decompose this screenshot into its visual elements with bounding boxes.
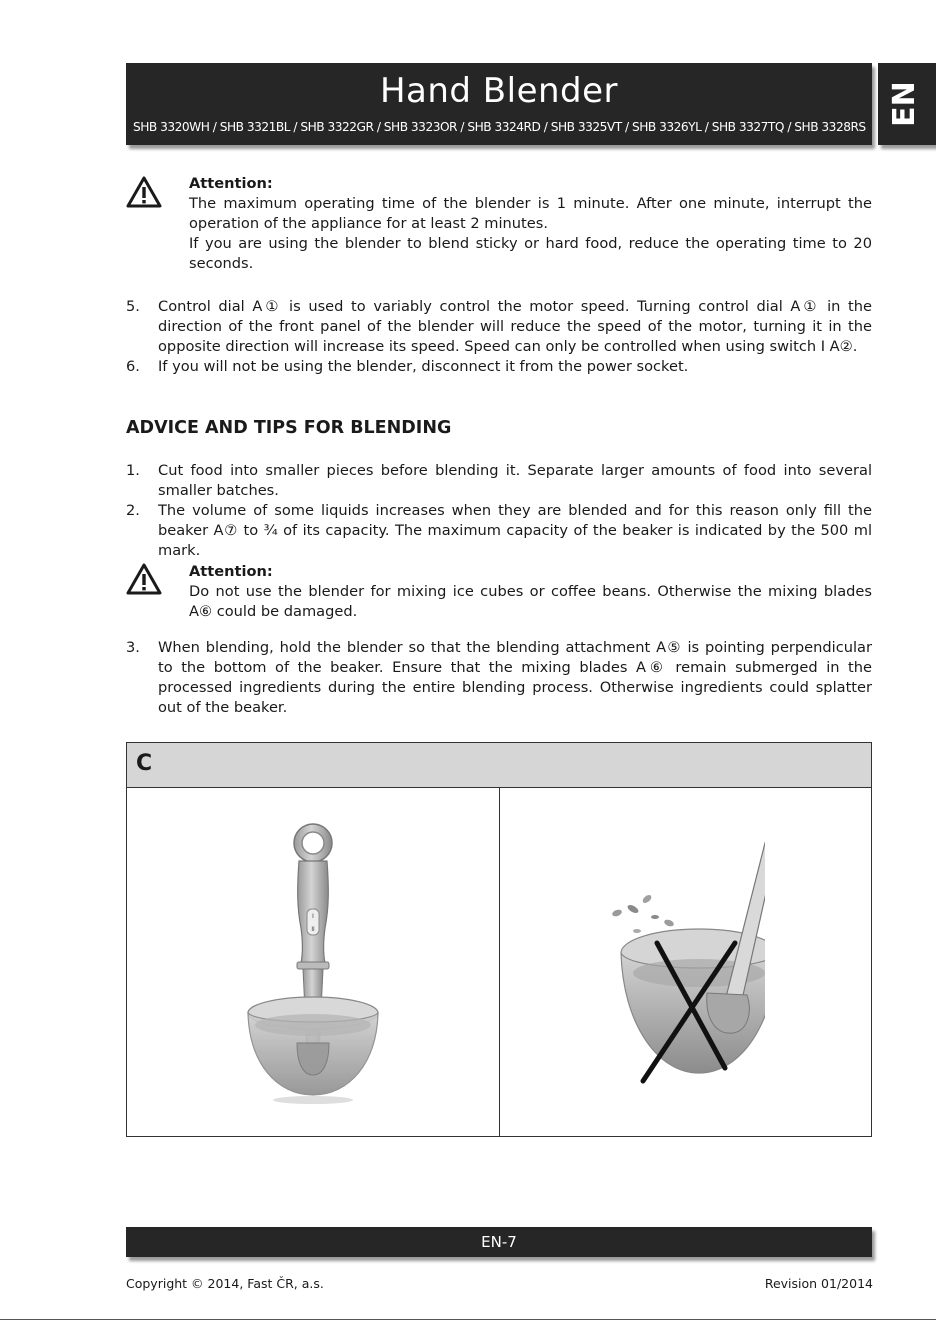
warning-text: Do not use the blender for mixing ice cubes or coffee beans. Otherwise the mixing blades A⑥ could be damaged. [189, 583, 872, 620]
warning-icon [126, 176, 162, 208]
list-item: Cut food into smaller pieces before blending it. Separate larger amounts of food into several smaller batches. [158, 462, 872, 499]
warning-heading: Attention: [189, 175, 273, 192]
language-tab [878, 63, 936, 145]
figure-letter: C [136, 751, 153, 776]
page-header [126, 63, 872, 145]
list-item: Control dial A① is used to variably control the motor speed. Turning control dial A① in the direction of the front panel of the blender will reduce the speed of the motor, turning it in the opposite direction will increase its speed. Speed can only be controlled when using switch I A②. [158, 298, 872, 355]
list-item: If you will not be using the blender, disconnect it from the power socket. [158, 358, 689, 375]
warning-text: The maximum operating time of the blender is 1 minute. After one minute, interrupt the operation of the appliance for at least 2 minutes. [189, 195, 872, 232]
incorrect-blending-illustration [607, 813, 767, 1113]
page-number-bar: EN-7 [126, 1227, 872, 1257]
list-number: 1. [126, 462, 140, 479]
button-ii-label: II [311, 927, 315, 933]
list-item: When blending, hold the blender so that the blending attachment A⑤ is pointing perpendicular to the bottom of the beaker. Ensure that the mixing blades A⑥ remain submerged in the processed ingredients during the entire blending process. Otherwise ingredients could splatter out of the beaker. [158, 639, 872, 716]
button-i-label: I [312, 914, 314, 920]
figure-header [127, 743, 871, 788]
warning-text: If you are using the blender to blend sticky or hard food, reduce the operating time to 20 seconds. [189, 235, 872, 272]
revision-text: Revision 01/2014 [764, 1276, 873, 1291]
figure-c [126, 742, 872, 1137]
document-title: Hand Blender [379, 71, 619, 111]
list-item: The volume of some liquids increases when they are blended and for this reason only fill the beaker A⑦ to ¾ of its capacity. The maximum capacity of the beaker is indicated by the 500 ml mark. [158, 502, 872, 559]
blender-in-bowl-illustration [227, 813, 397, 1113]
list-number: 2. [126, 502, 140, 519]
warning-heading: Attention: [189, 563, 273, 580]
language-label: EN [887, 81, 922, 127]
figure-divider [499, 787, 500, 1136]
list-number: 5. [126, 298, 140, 315]
bottom-rule [0, 1319, 936, 1320]
list-number: 6. [126, 358, 140, 375]
model-numbers: SHB 3320WH / SHB 3321BL / SHB 3322GR / SHB 3323OR / SHB 3324RD / SHB 3325VT / SHB 3326YL / SHB 3327TQ / SHB 3328RS [133, 120, 866, 134]
warning-icon [126, 563, 162, 595]
copyright-text: Copyright © 2014, Fast ČR, a.s. [126, 1276, 324, 1291]
section-heading: ADVICE AND TIPS FOR BLENDING [126, 418, 452, 438]
list-number: 3. [126, 639, 140, 656]
